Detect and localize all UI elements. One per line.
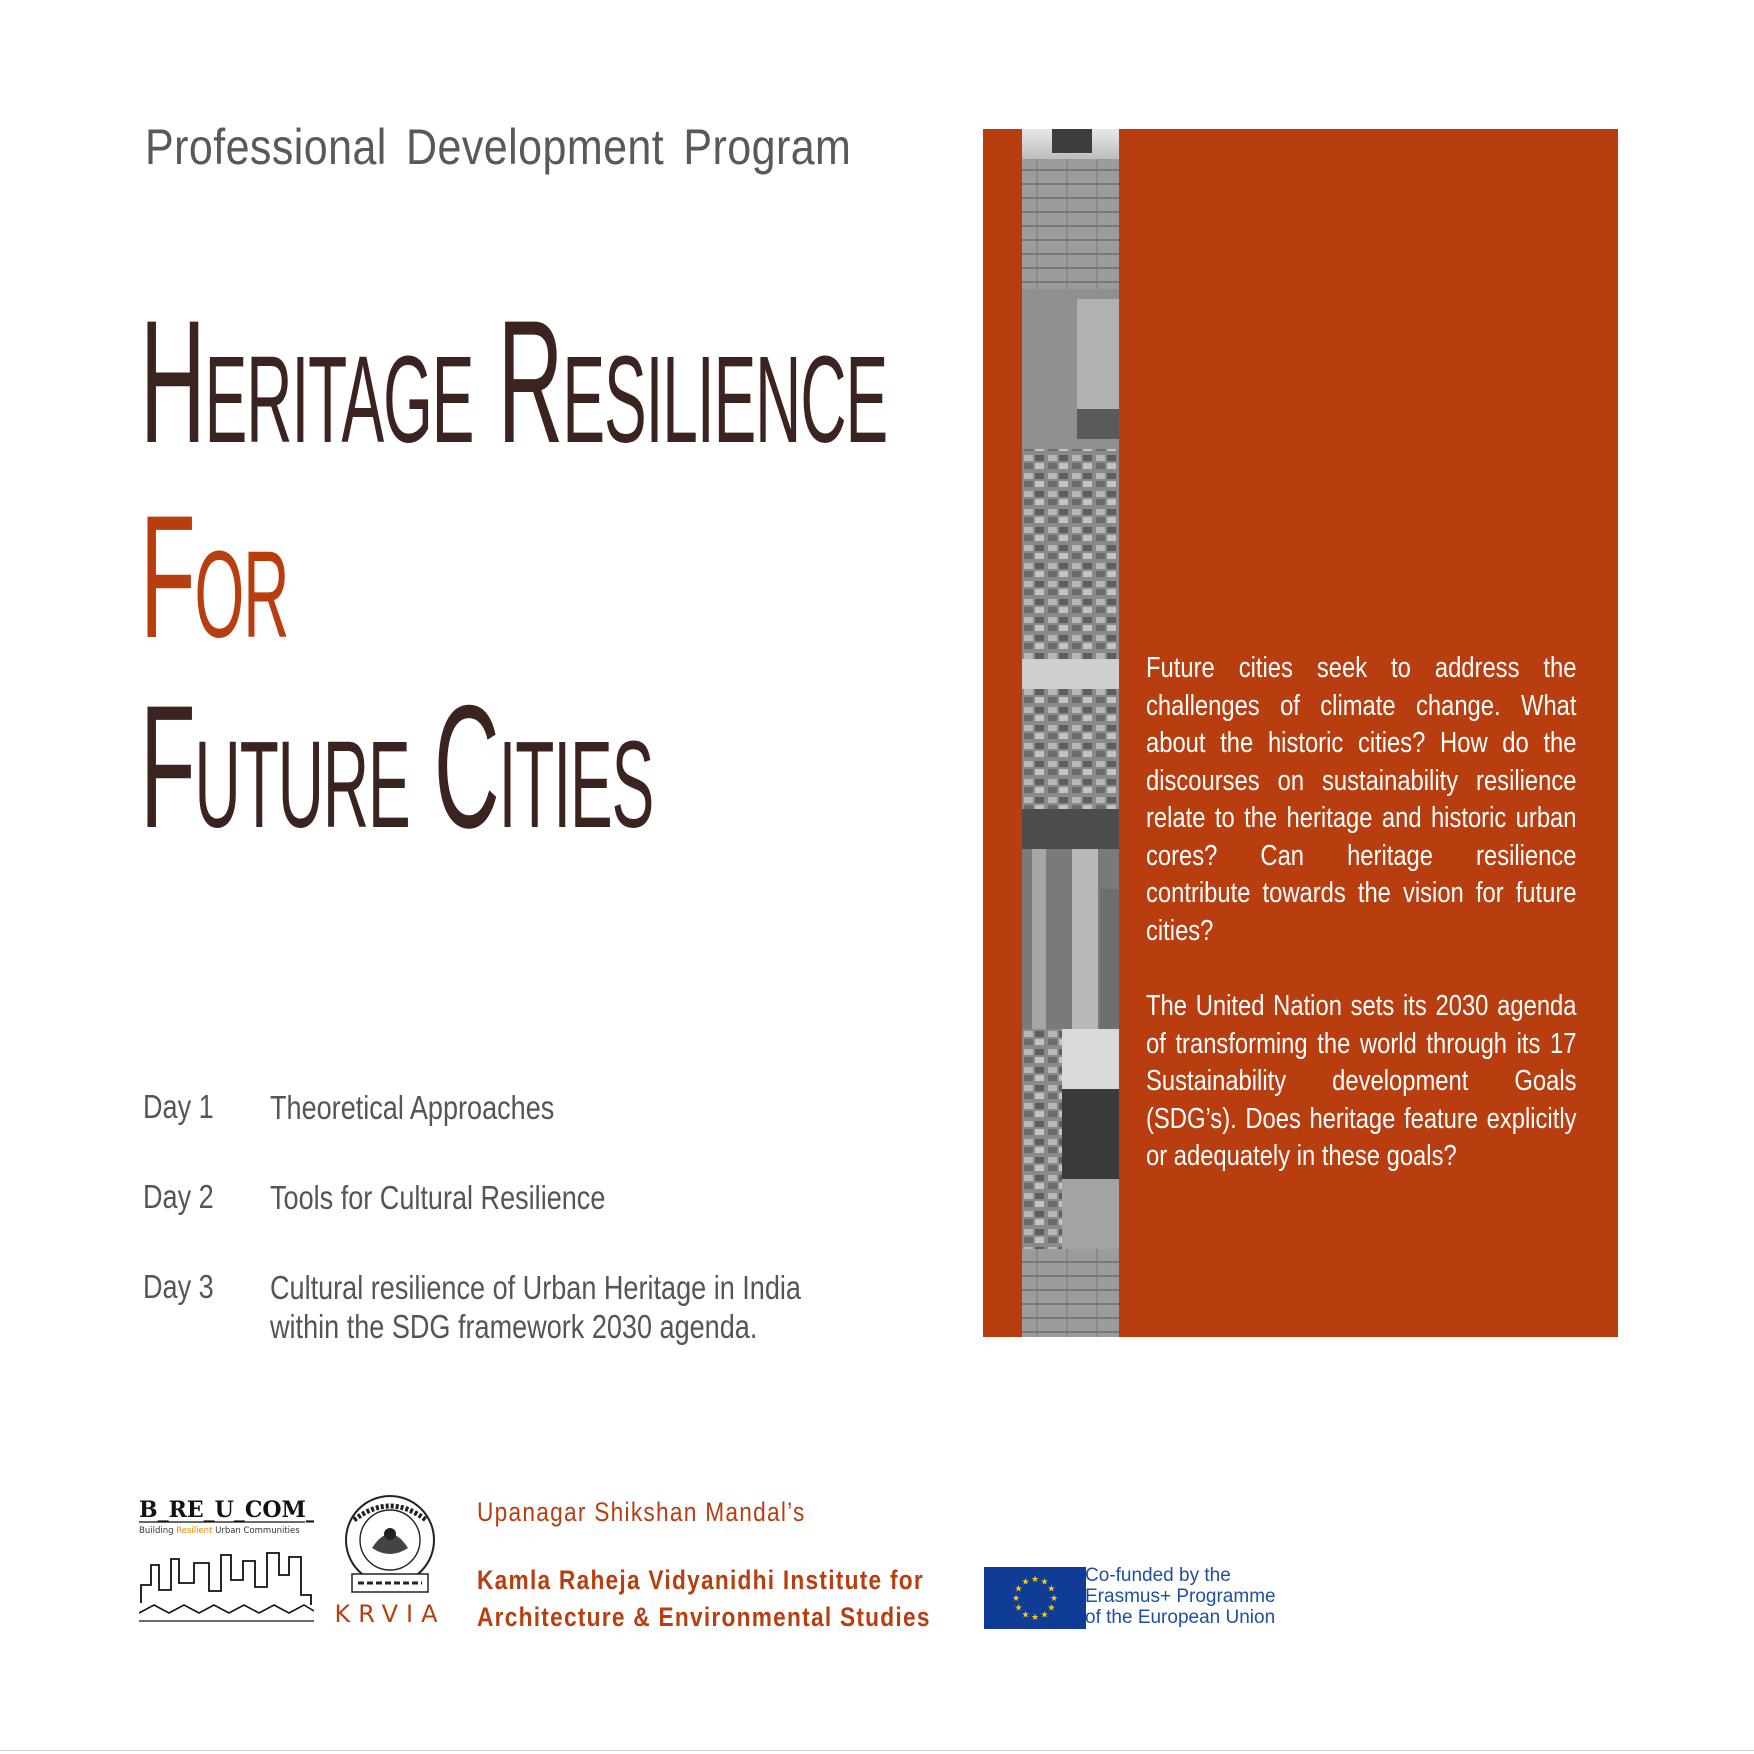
usm-name: Upanagar Shikshan Mandal’s [477,1497,806,1527]
eu-star-icon: ★ [1030,1575,1040,1585]
panel-paragraph-1: Future cities seek to address the challenges of climate change. What about the historic cities? How do the discourses on sustainability resilience relate to the heritage and historic urban cores? Can heritage resilience contribute towards the vision for future cities? [1146,652,1577,947]
eu-line-2: Erasmus+ Programme [1085,1586,1276,1607]
bottom-divider [0,1750,1754,1751]
title-line-3: Future Cities [140,670,654,865]
stepwell-photo [1022,129,1119,1337]
eu-star-icon: ★ [1014,1584,1023,1595]
eu-star-icon: ★ [1047,1603,1056,1614]
day-2-label: Day 2 [143,1178,214,1215]
breucom-tagline: Building Resilient Urban Communities [139,1526,300,1536]
panel-text [1146,650,1577,1214]
eu-star-icon: ★ [1014,1603,1023,1614]
eu-star-icon: ★ [1021,1610,1030,1621]
eu-star-icon: ★ [1047,1584,1056,1595]
day-3-label: Day 3 [143,1268,214,1305]
eu-star-icon: ★ [1021,1577,1030,1588]
institute-name [477,1562,931,1636]
panel-paragraph-2: The United Nation sets its 2030 agenda of transforming the world through its 17 Sustainability development Goals (SDG’s). Does heritage feature explicitly or adequately in these goals? [1146,990,1577,1172]
eu-star-icon: ★ [1011,1594,1021,1604]
breucom-logo-text: B_RE_U_COM_ [139,1497,314,1523]
institute-line-1: Kamla Raheja Vidyanidhi Institute for [477,1565,924,1595]
eu-star-icon: ★ [1049,1594,1059,1604]
day-2-topic: Tools for Cultural Resilience [270,1179,606,1216]
day-1-label: Day 1 [143,1088,214,1125]
day-3-topic: Cultural resilience of Urban Heritage in India within the SDG framework 2030 agenda. [270,1269,801,1345]
title-line-1: Heritage Resilience [140,285,888,480]
eu-cofunded-text [1085,1565,1276,1628]
title-line-2: For [140,480,289,675]
krvia-emblem [334,1490,446,1630]
eu-star-icon: ★ [1030,1613,1040,1623]
eu-line-1: Co-funded by the [1085,1565,1231,1586]
eu-flag-icon [984,1567,1086,1629]
eu-star-icon: ★ [1040,1610,1049,1621]
day-1-topic: Theoretical Approaches [270,1089,555,1126]
breucom-logo [139,1495,314,1627]
program-heading: Professional Development Program [145,119,852,175]
eu-line-3: of the European Union [1085,1607,1276,1628]
eu-star-icon: ★ [1040,1577,1049,1588]
institute-line-2: Architecture & Environmental Studies [477,1602,931,1632]
krvia-emblem-label: KRVIA [334,1600,446,1628]
